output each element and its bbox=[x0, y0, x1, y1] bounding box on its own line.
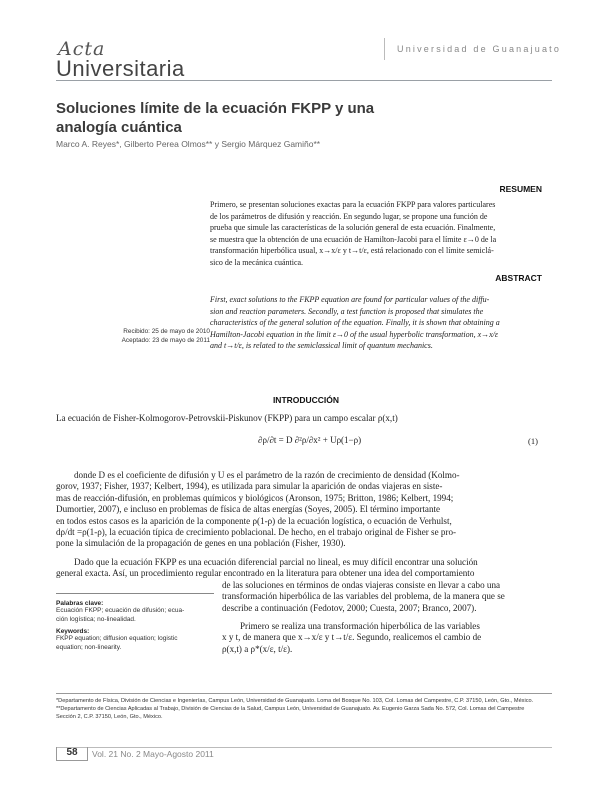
article-title bbox=[56, 99, 476, 137]
footnote: *Departamento de Física, División de Ciencias e Ingenierías, Campus León, Universidad de Guanajuato. Loma del Bosque No. 103, Col. Lomas del Campestre, C.P. 37150, León, Gto., México. bbox=[56, 698, 534, 704]
keywords-box bbox=[56, 593, 214, 652]
para-line: Primero se realiza una transformación hiperbólica de las variables bbox=[240, 621, 480, 631]
resumen-heading: RESUMEN bbox=[499, 184, 542, 194]
resumen-line: transformación hiperbólica usual, x→x/ε y t→t/ε, está relacionado con el límite semiclá- bbox=[210, 246, 494, 256]
para-line: pone la simulación de la propagación de genes en una población (Fisher, 1930). bbox=[56, 538, 346, 549]
title-line-1: Soluciones límite de la ecuación FKPP y una bbox=[56, 100, 375, 117]
resumen-text bbox=[210, 199, 542, 269]
abstract-text bbox=[210, 294, 542, 352]
abstract-line: and t→t/ε, is related to the semiclassical limit of quantum mechanics. bbox=[210, 341, 433, 351]
header-divider bbox=[384, 38, 385, 60]
intro-first-line: La ecuación de Fisher-Kolmogorov-Petrovskii-Piskunov (FKPP) para un campo escalar ρ(x,t) bbox=[56, 413, 398, 423]
para-line: mas de reacción-difusión, en problemas químicos y biológicos (Aronson, 1975; Britton, 1986; Kelbert, 1994; bbox=[56, 492, 454, 503]
footnote: **Departamento de Ciencias Aplicadas al Trabajo, División de Ciencias de la Salud, Campus León, Universidad de Guanajuato. Av. Eugenio Garza Sada No. 572, Col. Lomas del Campestre bbox=[56, 706, 525, 712]
resumen-line: Primero, se presentan soluciones exactas para la ecuación FKPP para valores particulares bbox=[210, 200, 496, 209]
para-line: describe a continuación (Fedotov, 2000; Cuesta, 2007; Branco, 2007). bbox=[222, 602, 477, 613]
intro-paragraph-2 bbox=[56, 557, 552, 580]
dates bbox=[100, 327, 210, 345]
authors: Marco A. Reyes*, Gilberto Perea Olmos** y Sergio Márquez Gamiño** bbox=[56, 139, 321, 149]
footer-rule bbox=[56, 747, 552, 748]
keywords-es-line: ción logística; no-linealidad. bbox=[56, 615, 136, 623]
accepted-date: Aceptado: 23 de mayo de 2011 bbox=[121, 337, 210, 344]
abstract-line: Hamilton-Jacobi equation in the limit ε→0 of the usual hyperbolic transformation, x→x/ε bbox=[210, 329, 499, 339]
resumen-line: prueba que simule las características de la solución general de esta ecuación. Finalmente, bbox=[210, 223, 496, 233]
para-line: en todos estos casos es la aparición de la componente ρ(1-ρ) de la ecuación logística, o ecuación de Verhulst, bbox=[56, 515, 452, 526]
abstract-line: sion and reaction parameters. Secondly, a test function is proposed that simulates the bbox=[210, 306, 484, 316]
para-line: transformación hiperbólica de las variables del problema, de la manera que se bbox=[222, 591, 505, 602]
abstract-line: characteristics of the general solution of the equation. Finally, it is shown that obtaining a bbox=[210, 318, 500, 328]
keywords-es-line: Ecuación FKPP; ecuación de difusión; ecua- bbox=[56, 607, 185, 614]
intro-heading: INTRODUCCIÓN bbox=[272, 395, 340, 405]
resumen-line: sico de la mecánica cuántica. bbox=[210, 257, 304, 267]
received-date: Recibido: 25 de mayo de 2010 bbox=[123, 328, 210, 335]
page-number: 58 bbox=[56, 747, 88, 761]
keywords-rule bbox=[56, 593, 214, 594]
journal-logo: Universitaria bbox=[56, 56, 185, 81]
journal-logo-script: Acta bbox=[58, 38, 106, 60]
intro-paragraph-3 bbox=[222, 621, 552, 655]
footnotes bbox=[56, 697, 552, 721]
para-line: general exacta. Así, un procedimiento regular encontrado en la literatura para obtener una idea del comportamiento bbox=[56, 568, 475, 579]
keywords-es-heading: Palabras clave: bbox=[56, 600, 104, 607]
footnote: Sección 2, C.P. 37150, León, Gto., México. bbox=[56, 714, 163, 720]
keywords-en-heading: Keywords: bbox=[56, 628, 90, 636]
equation-number: (1) bbox=[528, 436, 538, 446]
abstract-heading: ABSTRACT bbox=[495, 273, 542, 283]
keywords-en-line: FKPP equation; diffusion equation; logistic bbox=[56, 635, 178, 643]
para-line: de las soluciones en términos de ondas viajeras consiste en llevar a cabo una bbox=[222, 580, 501, 590]
para-line: donde D es el coeficiente de difusión y U es el parámetro de la razón de crecimiento de densidad (Kolmo- bbox=[74, 470, 460, 480]
keywords-en-line: equation; non-linearity. bbox=[56, 643, 122, 651]
header-rule bbox=[56, 80, 552, 81]
para-line: dρ/dt =ρ(1-ρ), la ecuación típica de crecimiento poblacional. De hecho, en el trabajo original de Fisher se pro- bbox=[56, 527, 457, 538]
university-name: Universidad de Guanajuato bbox=[397, 44, 562, 54]
title-line-2: analogía cuántica bbox=[56, 119, 182, 136]
intro-paragraph-2-cont bbox=[222, 580, 552, 614]
resumen-line: de los parámetros de difusión y reacción. En segundo lugar, se propone una función de bbox=[210, 211, 488, 221]
volume-info: Vol. 21 No. 2 Mayo-Agosto 2011 bbox=[92, 749, 214, 759]
fkpp-equation: ∂ρ/∂t = D ∂²ρ/∂x² + Uρ(1−ρ) bbox=[258, 435, 362, 445]
resumen-line: se muestra que la obtención de una ecuación de Hamilton-Jacobi para el límite ε→0 de la bbox=[210, 234, 497, 244]
para-line: Dumortier, 2007), e incluso en problemas de física de altas energías (Soyes, 2005). El término importante bbox=[56, 504, 441, 515]
abstract-line: First, exact solutions to the FKPP equation are found for particular values of the diffu- bbox=[210, 295, 490, 304]
footnote-rule bbox=[56, 693, 552, 694]
para-line: ρ(x,t) a ρ*(x/ε, t/ε). bbox=[222, 643, 293, 654]
para-line: x y t, de manera que x→x/ε y t→t/ε. Segundo, realicemos el cambio de bbox=[222, 632, 482, 643]
intro-paragraph-1 bbox=[56, 470, 552, 550]
para-line: Dado que la ecuación FKPP es una ecuación diferencial parcial no lineal, es muy difícil encontrar una solución bbox=[74, 557, 478, 567]
para-line: gorov, 1937; Fisher, 1937; Kelbert, 1994), es utilizada para simular la aparición de ondas viajeras en siste- bbox=[56, 481, 443, 492]
